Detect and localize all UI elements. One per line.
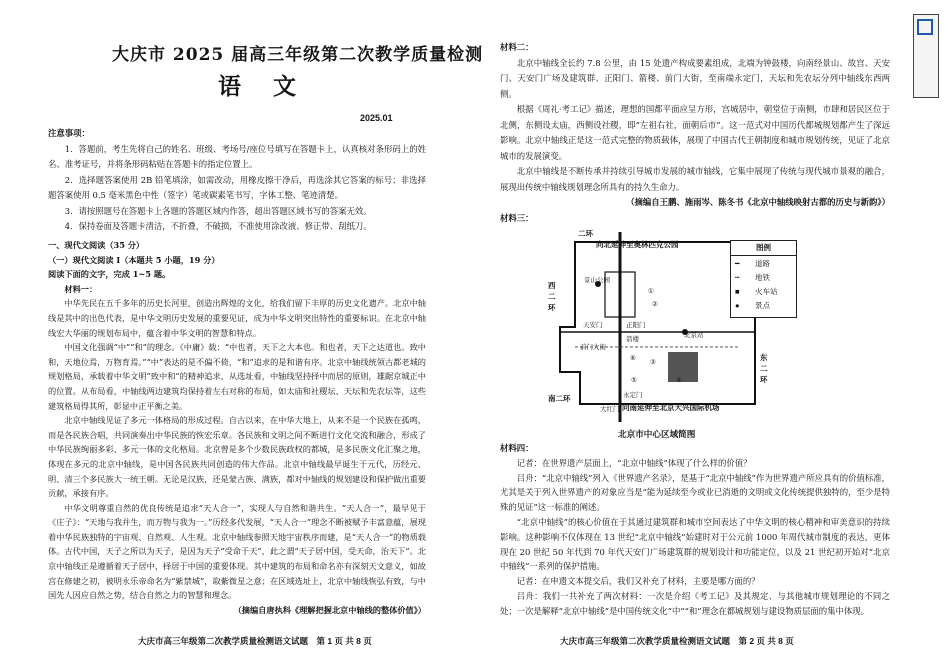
subject-title: 语 文 [218,73,309,100]
material1-paragraph: 中华先民在五千多年的历史长河里，创造出辉煌的文化，给我们留下丰厚的历史文化遗产。北京中轴线是其中的出色代表，是中华文明历史发展的重要见证，成为中华文明突出特性的重要标识。在北京中轴线宏大华丽的规划布局中，蕴含着中华文明的智慧和特点。 [48,298,426,338]
map-place-label: 前门大街 [580,344,606,351]
map-place-label: 景山公园 [584,277,610,284]
map-place-label: 大红门 [600,406,620,413]
material4-paragraph: 记者：在申遗文本提交后，我们又补充了材料，主要是哪方面的？ [516,576,760,587]
legend-item-subway [731,270,796,284]
material3-label: 材料三： [500,212,534,223]
map-ring-label: 二环 [578,229,593,238]
material4-paragraph: 吕舟：“北京中轴线”列入《世界遗产名录》，是基于“北京中轴线”作为世界遗产所应具有的价值标准，尤其是关于列入世界遗产的对象应当是“能为延续至今或业已消逝的文明或文化传统提供独特的，至少是特殊的见证”这一标准的阐述。 [500,472,890,513]
map-place-label: 箭楼 [626,336,639,343]
train-station-icon: ■ [735,286,740,296]
map-ring-label: 东二环 [760,353,768,384]
map-place-label: 永定门 [623,392,643,399]
footer-left: 大庆市高三年级第二次教学质量检测语文试题 第 1 页 共 8 页 [138,636,372,646]
road-icon: ━ [735,258,740,268]
map-number: ⑤ [631,377,637,384]
map-number: ⑥ [630,355,636,362]
material4-label: 材料四： [500,443,534,453]
map-north-label: 向北延伸至奥林匹克公园 [596,240,679,249]
notice-item: 4．保持卷面及答题卡清洁，不折叠，不破损，不准使用涂改液、修正带、刮纸刀。 [64,221,372,231]
scenic-spot-icon: ● [735,300,740,310]
map-number: ③ [650,359,656,366]
map-legend [730,240,797,318]
legend-item-train [731,284,796,298]
material1-paragraph: 中国文化强调“中”“和”的理念。《中庸》载：“中也者，天下之大本也。和也者，天下之达道也。致中和，天地位焉，万物育焉。”“中”表达的是不偏不倚，“和”追求的是和谐有序。北京中轴线统领古都老城的规划格局，承载着中华文明“致中和”的精神追求，从选址看，中轴线坚持择中而居的原则，雄踞京城正中的位置。从布局看，中轴线两边建筑均保持着左右对称的布局，如太庙和社稷坛、天坛和先农坛等，这些建筑格局得其所，彰显中正平衡之美。 [48,342,426,411]
notice-item: 3．请按照题号在答题卡上各题的答题区域内作答，超出答题区域书写的答案无效。 [64,205,372,216]
map-place-label: 北京站 [684,332,704,339]
map-ring-label: 西二环 [548,281,556,312]
section-block [48,238,426,617]
section-instruction: 阅读下面的文字，完成 1~5 题。 [48,269,171,280]
qr-badge [913,14,939,98]
legend-label: 景点 [755,300,770,310]
map-number: ① [648,288,654,295]
qr-code-icon [917,19,933,35]
section-heading: 一、现代文阅读（35 分） [48,240,145,250]
material2-source: （摘编自王鹏、施雨岑、陈冬书《北京中轴线映射古都的历史与新韵》） [626,197,890,207]
material2-paragraph: 北京中轴线是不断传承并持续引导城市发展的城市轴线，它集中展现了传统与现代城市景观的融合，展现出传统中轴线规划理念所具有的持久生命力。 [500,166,890,192]
material1-paragraph: 北京中轴线见证了多元一体格局的形成过程。自古以来，在中华大地上，从来不是一个民族在孤鸣，而是各民族合唱，共同演奏出中华民族的恢宏乐章。各民族和文明之间不断进行文化交流和融合，形成了中华民族绚丽多彩、多元一体的文化格局。北京曾是多个少数民族政权的都城，是多民族文化汇聚之地，体现在多元的北京中轴线，是中国各民族共同创造的伟大作品。北京中轴线最早诞生于元代，历经元、明、清三个多民族大一统王朝。无论是汉族，还是蒙古族、满族，都对中轴线的规划建设和保护做出重要贡献，承接有序。 [48,415,426,499]
material1-label: 材料一： [64,283,98,294]
map-ring-label: 南二环 [548,394,571,403]
temple-of-heaven [668,352,698,382]
material4-block [500,441,890,619]
material2-label: 材料二： [500,42,534,52]
map-number: ④ [676,377,682,384]
exam-title: 大庆市 2025 届高三年级第二次教学质量检测 [112,45,484,65]
notice-block [48,126,426,235]
material2-paragraph: 北京中轴线全长约 7.8 公里，由 15 处遗产构成要素组成，北端为钟鼓楼，向南经景山、故宫、天安门、天安门广场及建筑群、正阳门、箭楼、前门大街，至南端永定门，天坛和先农坛分列中轴线东西两侧。 [500,57,890,99]
material1-paragraph: 中华文明尊重自然的优良传统是追求“天人合一”，实现人与自然和谐共生。“天人合一”，最早见于《庄子》：“天地与我并生，而万物与我为一。”历经多代发展，“天人合一”理念不断被赋予丰富意蕴，展现着中华民族独特的宇宙观、自然观、人生观。北京中轴线参照天地宇宙秩序而建，是“天人合一”的物质载体。古代中国，天子之所以为天子，是因为天子“受命于天”，此之谓“天子居中国，受天命，治天下”。北京中轴线正是遵循着天子居中，择居于中国的重要体现。其中建筑的布局和命名亦有深刻天文意义，如故宫在修建之初，被明永乐帝命名为“紫禁城”，取紫微星之意；在区域选址上，北京中轴线恢弘有致，与中国先人因应自然之势，结合自然之力的智慧和理念。 [48,502,426,601]
map-number: ② [652,301,658,308]
footer-right: 大庆市高三年级第二次教学质量检测语文试题 第 2 页 共 8 页 [560,636,794,646]
material4-paragraph: 吕舟：我们一共补充了两次材料：一次是介绍《考工记》及其规定、与其他城市规划理论的不同之处；一次是解释“北京中轴线”是中国传统文化“中”“和”理念在都城规划与建设物质层面的集中体现。 [500,590,890,616]
map-place-label: 天安门 [583,322,603,329]
legend-item-road [731,256,796,270]
legend-title: 图例 [731,241,796,256]
notice-heading: 注意事项： [48,128,90,138]
map-caption: 北京市中心区域简图 [618,430,696,440]
notice-item: 1．答题前，考生先将自己的姓名、班级、考场号/座位号填写在答题卡上，认真核对条形码上的姓名、准考证号，并将条形码粘贴在答题卡的指定位置上。 [48,143,426,169]
material4-paragraph: “北京中轴线”的核心价值在于其通过建筑群和城市空间表达了中华文明的核心精神和审美意识的持续影响。这种影响不仅体现在 13 世纪“北京中轴线”始建时对于公元前 1000 年周代城市制度的表达，更体现在 20 世纪 50 年代到 70 年代天安门广场建筑群的规划设计和功能定位，以及 21 世纪初开始对“北京中轴线”一系列的保护措施。 [500,516,890,572]
material2-block [500,40,890,226]
legend-label: 道路 [755,258,770,268]
subway-icon: ┅ [735,272,740,282]
material4-paragraph: 记者：在世界遗产层面上，“北京中轴线”体现了什么样的价值？ [516,457,752,468]
notice-item: 2．选择题答案使用 2B 铅笔填涂，如需改动，用橡皮擦干净后，再选涂其它答案的标号；非选择题答案使用 0.5 毫米黑色中性（签字）笔或碳素笔书写，字体工整、笔迹清楚。 [48,174,426,200]
material2-paragraph: 根据《周礼·考工记》描述，理想的国都平面应呈方形，宫城居中，朝堂位于南侧，市肆和居民区位于北侧，东侧设太庙，西侧设社稷，即“左祖右社，面朝后市”。这一范式对中国历代都城规划都产生了深远影响。北京中轴线正是这一范式完整的物质载体，展现了中国古代王朝制度和城市规划传统，见证了北京城市的发展演变。 [500,104,890,161]
map-place-label: 正阳门 [626,322,646,329]
exam-date: 2025.01 [360,113,393,123]
map-south-label: 向南延伸至北京大兴国际机场 [622,403,720,412]
section-subheading: （一）现代文阅读 Ⅰ（本题共 5 小题，19 分） [48,254,220,265]
legend-item-spot [731,298,796,312]
material1-source: （摘编自唐执科《理解把握北京中轴线的整体价值》） [233,604,426,615]
legend-label: 地铁 [755,272,770,282]
legend-label: 火车站 [755,286,778,296]
